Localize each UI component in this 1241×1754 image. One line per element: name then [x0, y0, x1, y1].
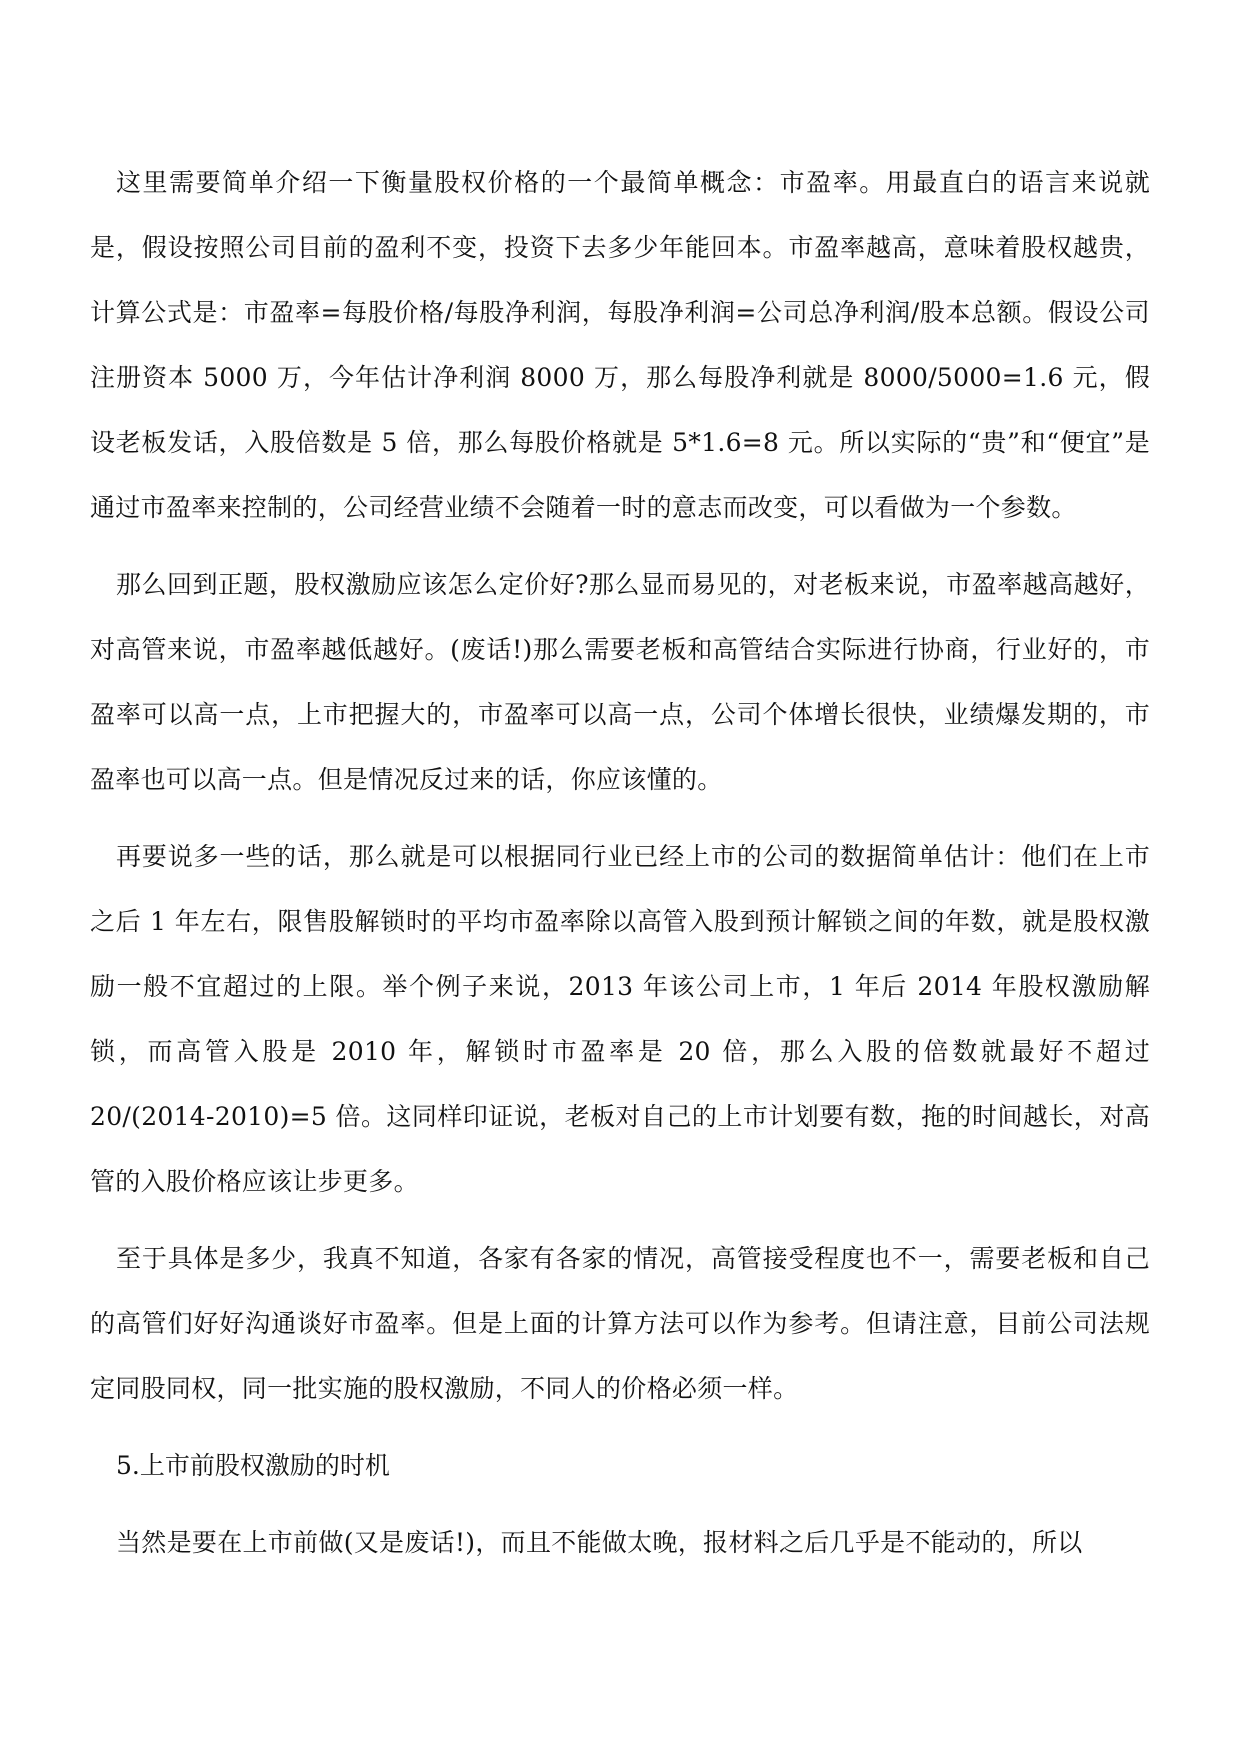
- paragraph-estimation: 再要说多一些的话，那么就是可以根据同行业已经上市的公司的数据简单估计：他们在上市之后 1 年左右，限售股解锁时的平均市盈率除以高管入股到预计解锁之间的年数，就是股权激励一般不宜超过的上限。举个例子来说，2013 年该公司上市，1 年后 2014 年股权激励解锁，而高管入股是 2010 年，解锁时市盈率是 20 倍，那么入股的倍数就最好不超过 20/(2014-2010)=5 倍。这同样印证说，老板对自己的上市计划要有数，拖的时间越长，对高管的入股价格应该让步更多。: [90, 842, 1150, 1196]
- document-page: [90, 150, 1150, 1587]
- paragraph-timing: 当然是要在上市前做(又是废话!)，而且不能做太晚，报材料之后几乎是不能动的，所以: [116, 1528, 1083, 1557]
- paragraph-negotiation: 至于具体是多少，我真不知道，各家有各家的情况，高管接受程度也不一，需要老板和自己的高管们好好沟通谈好市盈率。但是上面的计算方法可以作为参考。但请注意，目前公司法规定同股同权，同一批实施的股权激励，不同人的价格必须一样。: [90, 1244, 1150, 1403]
- paragraph-pricing: 那么回到正题，股权激励应该怎么定价好?那么显而易见的，对老板来说，市盈率越高越好，对高管来说，市盈率越低越好。(废话!)那么需要老板和高管结合实际进行协商，行业好的，市盈率可以高一点，上市把握大的，市盈率可以高一点，公司个体增长很快，业绩爆发期的，市盈率也可以高一点。但是情况反过来的话，你应该懂的。: [90, 570, 1150, 794]
- section-heading: 5.上市前股权激励的时机: [116, 1451, 390, 1480]
- paragraph-pe-ratio-intro: 这里需要简单介绍一下衡量股权价格的一个最简单概念：市盈率。用最直白的语言来说就是，假设按照公司目前的盈利不变，投资下去多少年能回本。市盈率越高，意味着股权越贵，计算公式是：市盈率=每股价格/每股净利润，每股净利润=公司总净利润/股本总额。假设公司注册资本 5000 万，今年估计净利润 8000 万，那么每股净利就是 8000/5000=1.6 元，假设老板发话，入股倍数是 5 倍，那么每股价格就是 5*1.6=8 元。所以实际的“贵”和“便宜”是通过市盈率来控制的，公司经营业绩不会随着一时的意志而改变，可以看做为一个参数。: [90, 168, 1150, 522]
